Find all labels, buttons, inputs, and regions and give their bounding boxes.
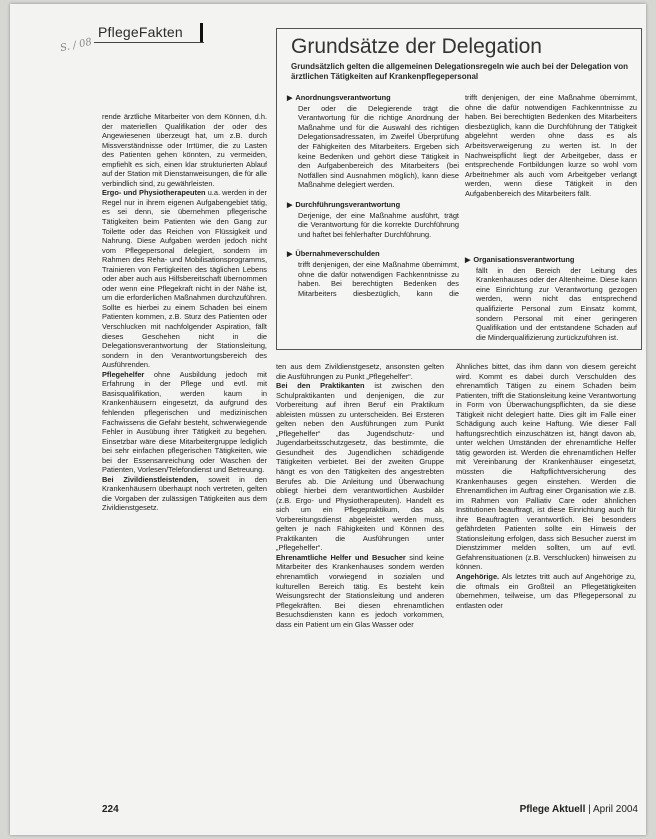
arrow-right-icon: ▶ <box>287 201 293 209</box>
box-subtitle: Grundsätzlich gelten die allgemeinen Delegationsregeln wie auch bei der Delegation von ärztlichen Tätigkeiten auf Krankenpflegepersonal <box>291 62 628 81</box>
paragraph: Bei den Praktikanten ist zwischen den Schulpraktikanten und denjenigen, die zur Vorbereitung auf ihren Beruf ein Praktikum ableisten müssen zu unterscheiden. Bei Ersteren gelten neben den Ausführungen zum Punkt „Pflegehelfer“ das Jugendschutz- und Jugendarbeitsschutzgesetz, das bestimmte, die Gesundheit des Jugendlichen schädigende Tätigkeiten verbietet. Bei der zweiten Gruppe hängt es von den Tätigkeiten des angestrebten Berufes ab. Die Anleitung und Überwachung obliegt hierbei dem verantwortlichen Ausbilder (z.B. Ergo- und Physiotherapeuten). Handelt es sich um ein Pflegepraktikum, das als Vorbereitungsdienst abgeleistet werden muss, gelten je nach Fähigkeiten und Können des Praktikanten die Ausführungen unter „Pflegehelfer“. <box>276 381 444 553</box>
arrow-right-icon: ▶ <box>465 257 471 264</box>
paragraph: Ehrenamtliche Helfer und Besucher sind keine Mitarbeiter des Krankenhauses sondern werden ehrenamtlich vorwiegend in sozialen und kulturellen Bereich tätig. Es besteht kein Weisungsrecht der Stationsleitung und anderen Pflegekräften. Bei diesen ehrenamtlichen Besuchsdiensten kann es jedoch vorkommen, dass ein Patient um ein Glas Wasser oder <box>276 552 444 629</box>
section-marker-bar <box>200 23 203 42</box>
section-body: Derjenige, der eine Maßnahme ausführt, trägt die Verantwortung für die korrekte Durchführung und haftet bei fehlerhafter Durchführung. <box>298 210 459 239</box>
section-body: fällt in den Bereich der Leitung des Krankenhauses oder der Altenheime. Diese kann eine Einrichtung zur Verantwortung gezogen werden, wenn nicht das entsprechend qualifizierte Personal zum Einsatz kommt, sondern Personal mit einer geringeren Qualifikation und der entstandene Schaden auf die Minderqualifizierung zurückzuführen ist. <box>476 265 637 342</box>
paragraph: rende ärztliche Mitarbeiter von dem Können, d.h. der materiellen Qualifikation der oder des Angewiesenen überzeugt hat, um z.B. durch Missverständnisse oder Irrtümer, die zu Lasten des Patienten gehen könnten, zu vermeiden, empfiehlt es sich, einen klar strukturierten Ablauf auf der Station mit Dienstanweisungen, die für alle verbindlich sind, zu gewährleisten. <box>102 112 267 188</box>
paragraph: Bei Zivildienstleistenden, soweit in den Krankenhäusern überhaupt noch vertreten, gelten die Vorgaben der zulässigen Tätigkeiten aus dem Zivildienstgesetz. <box>102 474 267 513</box>
section-body: trifft denjenigen, der eine Maßnahme übernimmt, ohne die dafür notwendigen Fachkenntnisse zu haben. Bei berechtigten Bedenken des Mitarbeiters diesbezüglich, kann die <box>298 259 459 298</box>
paragraph: Angehörige. Als letztes tritt auch auf Angehörige zu, die oftmals ein Großteil an Pflegetätigkeiten übernehmen, teilweise, um das Pflegepersonal zu entlasten oder <box>456 572 636 610</box>
section-heading: ▶ Durchführungsverantwortung <box>287 199 401 209</box>
paragraph: Pflegehelfer ohne Ausbildung jedoch mit Erfahrung in der Pflege und evtl. mit Basisqualifikation, werden kaum in Krankenhäusern eingesetzt, da aufgrund des fehlenden pflegerischen und medizinischen Fachwissens die Gefahr besteht, schwerwiegende Fehler in Ausübung ihrer Tätigkeit zu begehen. Einsetzbar wäre diese Mitarbeitergruppe lediglich bei sehr einfachen pflegerischen Tätigkeiten, wie bei der Essensanreichung oder Waschen der Patienten, Vorlesen/Telefondienst und Betreuung. <box>102 369 267 475</box>
box-column-left <box>287 93 459 308</box>
section-underline <box>94 42 204 43</box>
margin-handwriting: S. / 08 <box>59 36 93 55</box>
page-number: 224 <box>102 804 119 815</box>
journal-page <box>10 4 646 835</box>
box-column-right <box>465 93 637 350</box>
article-column-1 <box>102 112 267 800</box>
section-heading: ▶ Übernahmeverschulden <box>287 249 380 259</box>
box-title: Grundsätze der Delegation <box>291 35 542 58</box>
arrow-right-icon: ▶ <box>287 251 293 259</box>
section-heading: ▶ Organisationsverantwortung <box>465 255 575 264</box>
paragraph: ten aus dem Zivildienstgesetz, ansonsten gelten die Ausführungen zu Punkt „Pflegehelfer“. <box>276 362 444 381</box>
paragraph: Ähnliches bittet, das ihm dann von diesem gereicht wird. Kommt es dabei durch Verschulden des ehrenamtlich Tätigen zu einem Schaden beim Patienten, trifft die Stationsleitung keine Verantwortung in Form von Überwachungspflichten, da sie diese Tätigkeit nicht delegiert hatte. Dies gilt im Falle einer Schädigung auch keine Haftung. Wie dieser Fall haftungsrechtlich einzuschätzen ist, hängt davon ab, unter welchen Umständen der ehrenamtliche Helfer tätig geworden ist. Werden die ehrenamtlichen Helfer mit Vereinbarung der Krankenhäuser eingesetzt, müssten die Haftpflichtversicherung des Krankenhauses gegen einstehen. Werden die Ehrenamtlichen im Auftrag einer Organisation wie z.B. im Rahmen von Palliativ Care oder ähnlichen Institutionen beauftragt, ist diese Einrichtung auch für ihre Beauftragten verantwortlich. Bei besonders gefährdeten Patienten sollte ein Hinweis der Stationsleitung erfolgen, dass sich Besucher zuerst im Dienstzimmer melden sollten, um auf evtl. Gefahrensituationen (z.B. Verschlucken) hinweisen zu können. <box>456 362 636 572</box>
section-body-continued: trifft denjenigen, der eine Maßnahme übernimmt, ohne die dafür notwendigen Fachkenntnisse zu haben. Bei berechtigten Bedenken des Mitarbeiters diesbezüglich, kann die Durchführung der Tätigkeit abgelehnt werden ohne dass es als Arbeitsverweigerung zu werten ist. In der Nachweispflicht liegt der Arbeitgeber, dass er entsprechende Fortbildungen kurze so wohl vom Arbeitnehmer als auch vom Arbeitgeber verlangt werden, wenn diese Tätigkeit in den Aufgabenbereich des Mitarbeiters fällt. <box>465 93 637 198</box>
paragraph: Ergo- und Physiotherapeuten u.a. werden in der Regel nur in ihrem eigenen Aufgabengebiet tätig, es sei denn, sie übernehmen pflegerische Tätigkeiten beim Patienten wie den Gang zur Toilette oder das Reichen von Flüssigkeit und Nahrung. Diese Aufgaben werden jedoch nicht vom Pflegepersonal delegiert, sondern im Rahmen des Reha- und Mobilisationsprogramms, Trainieren von Fertigkeiten des täglichen Lebens oder aber auch aus Hilfsbereitschaft übernommen oder wenn eine Pflegekraft nicht in der Nähe ist, um die erforderlichen Maßnahmen durchzuführen. Sollte es hierbei zu einem Schaden bei einem Patienten kommen, z.B. Sturz des Patienten oder Verschlucken mit nachfolgender Aspiration, fällt dieses Geschehen nicht in die Delegationsverantwortung der Stationsleitung, sondern in den Verantwortungsbereich des Ausführenden. <box>102 188 267 370</box>
section-body: Der oder die Delegierende trägt die Verantwortung für die richtige Anordnung der Maßnahme und für die Auswahl des richtigen Delegationsadressaten, im Zweifel Überprüfung der Fähigkeiten des Mitarbeiters. Ergeben sich keine Bedenken und gehört diese Tätigkeit in den Aufgabenbereich des Mitarbeiters (bei Notfällen sind Ausnahmen möglich), kann diese Maßnahme delegiert werden. <box>298 103 459 190</box>
publication-footer: Pflege Aktuell | April 2004 <box>519 804 638 815</box>
article-column-3 <box>456 362 636 828</box>
article-column-2 <box>276 362 444 828</box>
arrow-right-icon: ▶ <box>287 95 293 102</box>
section-label: PflegeFakten <box>98 24 183 40</box>
section-heading: ▶ Anordnungsverantwortung <box>287 93 391 102</box>
delegation-info-box <box>276 28 642 350</box>
